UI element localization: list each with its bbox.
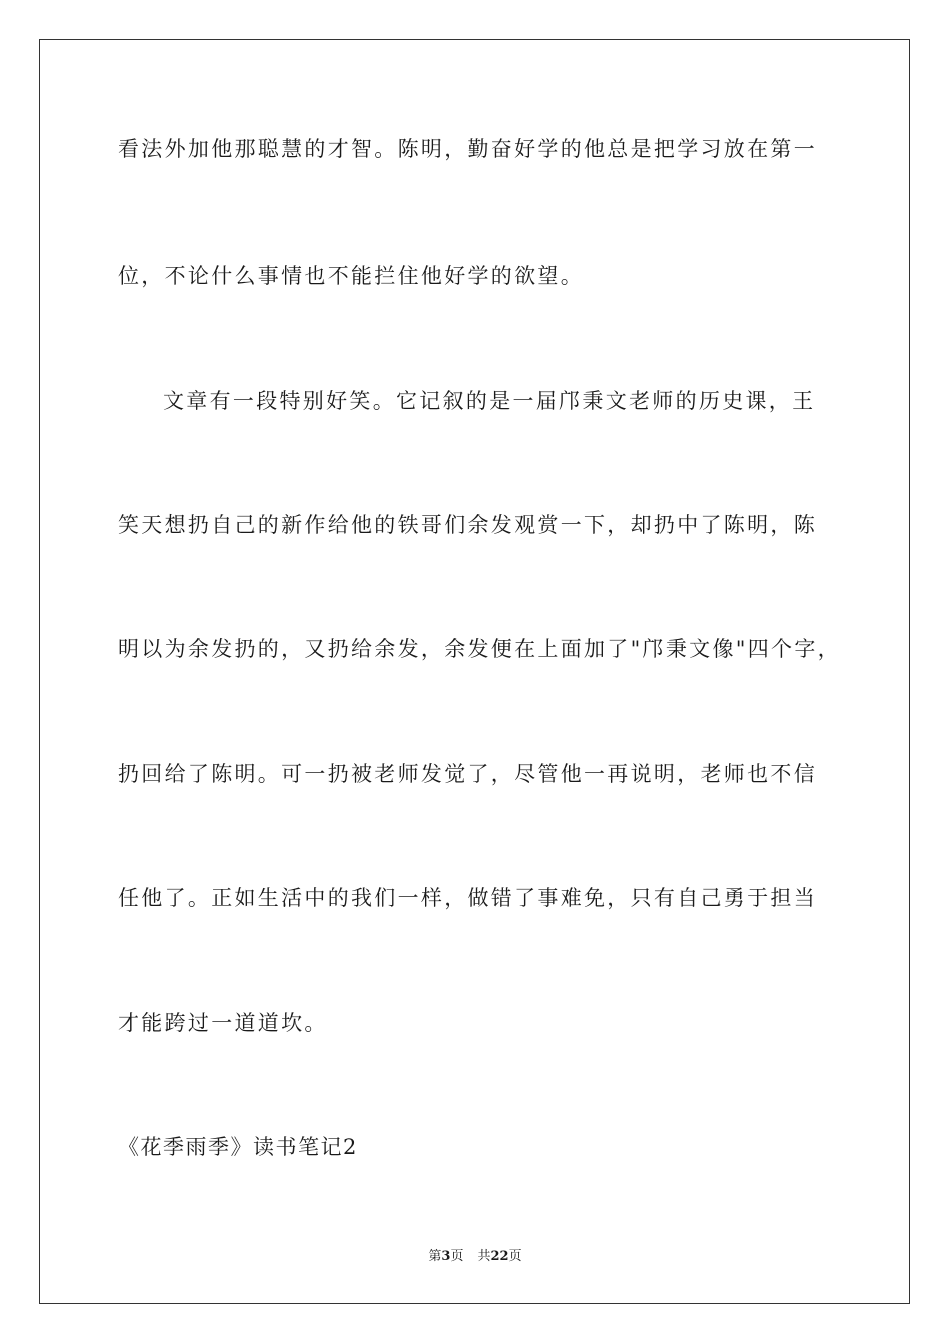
body-text-line: 任他了。正如生活中的我们一样，做错了事难免，只有自己勇于担当 [118, 886, 817, 910]
total-pages-prefix: 共 [477, 1249, 491, 1264]
page-number-prefix: 第 [428, 1249, 442, 1264]
page-border [39, 39, 910, 1304]
page-footer [0, 1248, 950, 1266]
page-number: 3 [441, 1249, 451, 1264]
body-text-line: 笑天想扔自己的新作给他的铁哥们余发观赏一下，却扔中了陈明，陈 [118, 513, 817, 537]
body-text-line: 位，不论什么事情也不能拦住他好学的欲望。 [118, 264, 584, 288]
section-heading: 《花季雨季》读书笔记2 [118, 1135, 358, 1159]
body-text-line: 扔回给了陈明。可一扔被老师发觉了，尽管他一再说明，老师也不信 [118, 762, 817, 786]
body-text-line: 才能跨过一道道坎。 [118, 1011, 328, 1035]
body-text-line: 看法外加他那聪慧的才智。陈明，勤奋好学的他总是把学习放在第一 [118, 137, 817, 161]
paragraph-first-line: 文章有一段特别好笑。它记叙的是一届邝秉文老师的历史课，王 [163, 389, 816, 413]
total-pages: 22 [490, 1249, 509, 1264]
body-text-line: 明以为余发扔的，又扔给余发，余发便在上面加了"邝秉文像"四个字， [118, 637, 841, 661]
page-number-suffix: 页 [450, 1249, 464, 1264]
total-pages-suffix: 页 [508, 1249, 522, 1264]
